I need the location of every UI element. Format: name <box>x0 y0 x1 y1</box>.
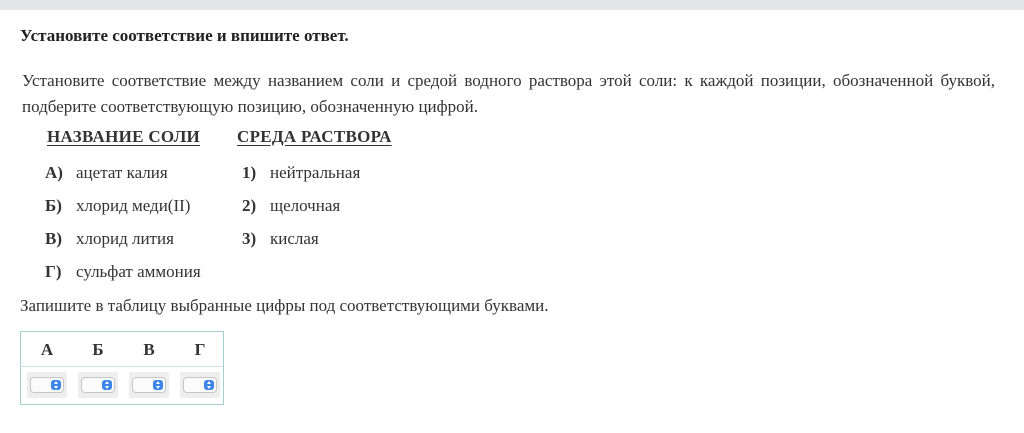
item-mark: 1) <box>242 163 257 182</box>
answer-select-v[interactable] <box>132 377 166 393</box>
item-text: сульфат аммония <box>76 262 201 281</box>
question-text: Установите соответствие между названием соли и средой водного раствора этой соли: к каждой позиции, обозначенной буквой, подберите соответствующую позицию, обозначенную цифрой. <box>22 71 995 116</box>
select-stepper-icon <box>51 380 61 390</box>
item-text: кислая <box>270 229 319 248</box>
item-mark: 2) <box>242 196 257 215</box>
item-text: щелочная <box>270 196 341 215</box>
top-bar <box>0 0 1024 10</box>
answer-table <box>20 331 224 405</box>
answer-cell-a <box>27 372 67 398</box>
right-item-3 <box>242 229 319 249</box>
select-stepper-icon <box>153 380 163 390</box>
table-header-a: А <box>40 340 54 359</box>
table-header-v: В <box>143 340 155 359</box>
answer-select-a[interactable] <box>30 377 64 393</box>
item-text: хлорид лития <box>76 229 174 248</box>
item-text: ацетат калия <box>76 163 168 182</box>
table-header-b: Б <box>92 340 104 359</box>
item-mark: 3) <box>242 229 257 248</box>
left-item-a <box>45 163 168 183</box>
right-item-1 <box>242 163 360 183</box>
item-mark: Б) <box>45 196 62 215</box>
answer-select-g[interactable] <box>183 377 217 393</box>
left-item-b <box>45 196 190 216</box>
answer-cell-g <box>180 372 220 398</box>
left-item-v <box>45 229 174 249</box>
select-stepper-icon <box>204 380 214 390</box>
item-mark: Г) <box>45 262 62 281</box>
right-item-2 <box>242 196 340 216</box>
select-stepper-icon <box>102 380 112 390</box>
task-header: Установите соответствие и впишите ответ. <box>20 26 349 45</box>
right-column-title: СРЕДА РАСТВОРА <box>237 127 392 146</box>
answer-instruction: Запишите в таблицу выбранные цифры под соответствующими буквами. <box>20 296 549 315</box>
answer-cell-v <box>129 372 169 398</box>
table-divider <box>21 366 223 367</box>
item-text: хлорид меди(II) <box>76 196 191 215</box>
left-column-title: НАЗВАНИЕ СОЛИ <box>47 127 201 146</box>
table-header-g: Г <box>194 340 206 359</box>
item-mark: В) <box>45 229 62 248</box>
item-mark: А) <box>45 163 63 182</box>
answer-select-b[interactable] <box>81 377 115 393</box>
left-item-g <box>45 262 201 282</box>
item-text: нейтральная <box>270 163 361 182</box>
answer-cell-b <box>78 372 118 398</box>
